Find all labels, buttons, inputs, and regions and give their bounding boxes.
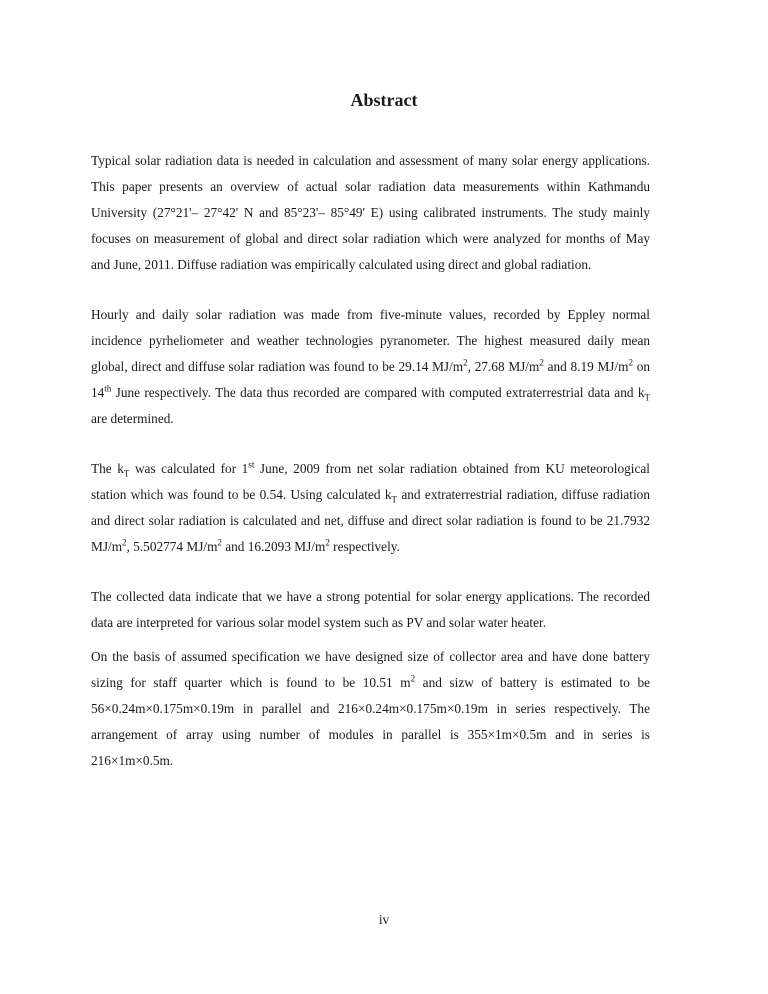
text-run: , 5.502774 MJ/m: [126, 539, 218, 554]
paragraph-1: Typical solar radiation data is needed in calculation and assessment of many solar energy applications. This paper presents an overview of actual solar radiation data measurements within Kathmandu University (27°21'– 27°42' N and 85°23'– 85°49' E) using calibrated instruments. The study mainly focuses on measurement of global and direct solar radiation which were analyzed for months of May and June, 2011. Diffuse radiation was empirically calculated using direct and global radiation.: [91, 153, 650, 272]
text-run: are determined.: [91, 411, 174, 426]
text-run: June respectively. The data thus recorded are compared with computed extraterrestrial data and k: [111, 385, 645, 400]
paragraph-4: The collected data indicate that we have a strong potential for solar energy applications. The recorded data are interpreted for various solar model system such as PV and solar water heater.: [91, 589, 650, 630]
superscript: 2: [217, 537, 222, 548]
superscript: 2: [325, 537, 330, 548]
text-run: The k: [91, 461, 124, 476]
text-run: On the basis of assumed specification we have designed size of collector area and have done battery sizing for staff quarter which is found to be 10.51 m: [91, 649, 650, 690]
text-run: was calculated for 1: [129, 461, 249, 476]
superscript: th: [104, 383, 112, 394]
superscript: 2: [122, 537, 127, 548]
text-run: Hourly and daily solar radiation was made from five-minute values, recorded by Eppley normal incidence pyrheliometer and weather technologies pyranometer. The highest measured daily mean global, direct and diffuse solar radiation was found to be 29.14 MJ/m: [91, 307, 650, 374]
abstract-title: Abstract: [350, 90, 418, 110]
paragraph-2: [91, 302, 650, 432]
page-number: iv: [378, 912, 390, 927]
text-run: and 16.2093 MJ/m: [221, 539, 326, 554]
text-run: , 27.68 MJ/m: [467, 359, 540, 374]
superscript: 2: [463, 357, 468, 368]
superscript: 2: [628, 357, 633, 368]
abstract-body: [91, 148, 650, 798]
text-run: on 14: [91, 359, 651, 400]
text-run: and extraterrestrial radiation, diffuse radiation and direct solar radiation is calculated and net, diffuse and direct solar radiation is found to be 21.7932 MJ/m: [91, 487, 650, 554]
paragraph-5: [91, 644, 650, 774]
subscript: T: [123, 468, 130, 479]
superscript: st: [248, 459, 255, 470]
paragraph-3: [91, 456, 650, 560]
text-run: and sizw of battery is estimated to be 56×0.24m×0.175m×0.19m in parallel and 216×0.24m×0.175m×0.19m in series respectively. The arrangement of array using number of modules in parallel is 355×1m×0.5m and in series is 216×1m×0.5m.: [91, 675, 650, 768]
subscript: T: [644, 392, 650, 403]
text-run: and 8.19 MJ/m: [543, 359, 629, 374]
subscript: T: [391, 494, 398, 505]
text-run: respectively.: [329, 539, 400, 554]
superscript: 2: [539, 357, 544, 368]
superscript: 2: [410, 673, 416, 684]
text-run: June, 2009 from net solar radiation obtained from KU meteorological station which was found to be 0.54. Using calculated k: [91, 461, 650, 502]
